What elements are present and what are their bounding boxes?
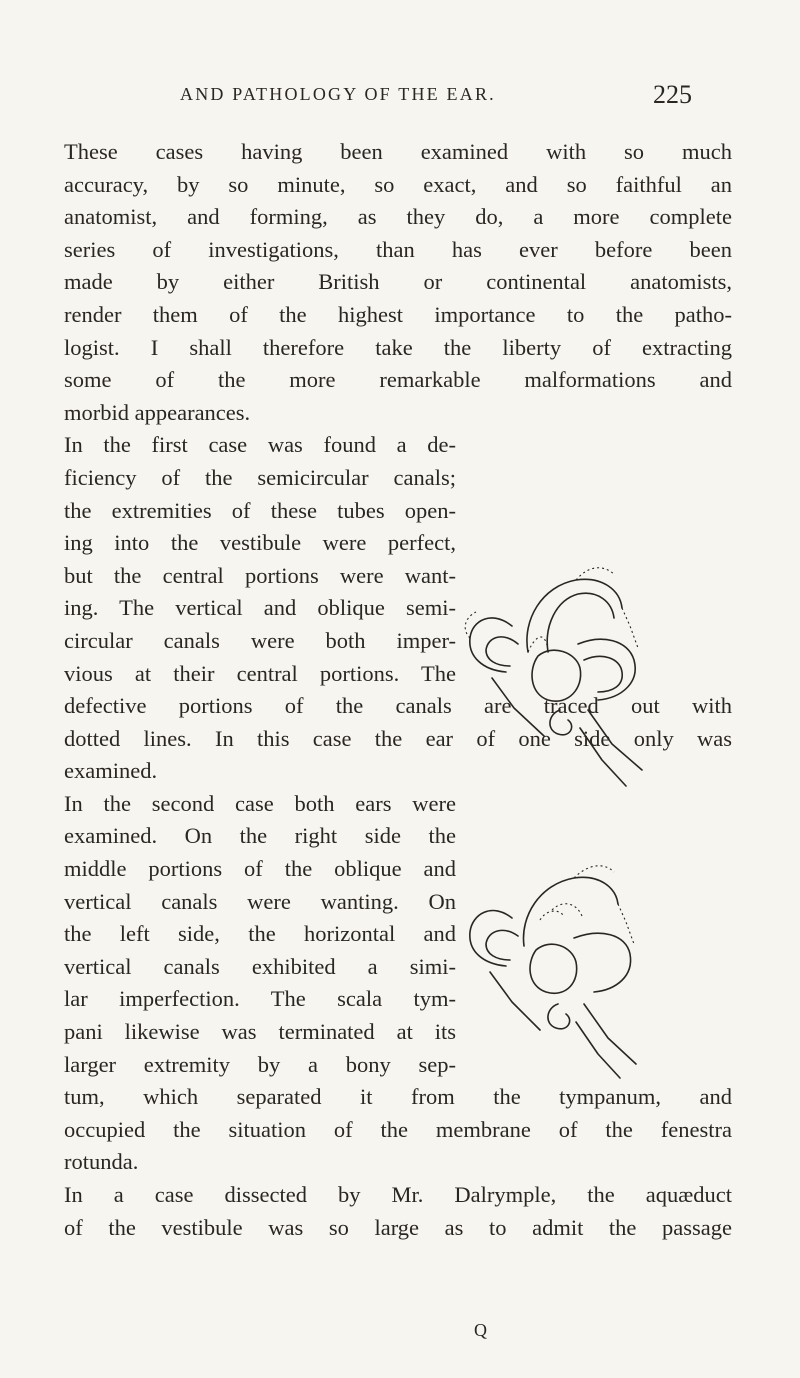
vestibule-outline [532, 650, 581, 701]
text-line: ing into the vestibule were perfect, [64, 530, 456, 556]
text-line: In a case dissected by Mr. Dalrymple, the aquæduct [64, 1182, 732, 1207]
dotted-canal [540, 911, 564, 920]
canal-outline [527, 579, 622, 652]
canal-stem [576, 1022, 620, 1078]
text-line: larger extremity by a bony sep- [64, 1051, 456, 1077]
cochlea-outline [548, 1004, 570, 1029]
paragraph-4 [64, 1179, 732, 1244]
text-line: of the vestibule was so large as to admit the passage [64, 1214, 732, 1240]
page-header [0, 80, 800, 114]
text-line: examined. On the right side the [64, 823, 456, 849]
dotted-canal [574, 866, 614, 878]
cochlea-outline [550, 710, 572, 735]
text-line: ficiency of the semicircular canals; [64, 464, 456, 490]
text-line: some of the more remarkable malformations and [64, 367, 732, 393]
canal-stem [584, 1004, 636, 1064]
text-line: logist. I shall therefore take the liberty of extracting [64, 334, 732, 360]
text-line: middle portions of the oblique and [64, 856, 456, 882]
dotted-canal [552, 904, 582, 916]
semicircular-canals-figure-1 [452, 560, 648, 788]
text-line: These cases having been examined with so much [64, 139, 732, 164]
text-line: ing. The vertical and oblique semi- [64, 595, 456, 621]
text-line: vertical canals were wanting. On [64, 888, 456, 914]
text-line: vious at their central portions. The [64, 660, 456, 686]
canal-outline [470, 618, 512, 672]
text-line: made by either British or continental anatomists, [64, 269, 732, 295]
dotted-canal [622, 608, 638, 648]
text-line: anatomist, and forming, as they do, a more complete [64, 204, 732, 230]
text-line: examined. [64, 758, 158, 784]
canal-stem [580, 728, 626, 786]
canal-outline [486, 930, 518, 960]
text-line: tum, which separated it from the tympanum, and [64, 1084, 732, 1110]
text-line: pani likewise was terminated at its [64, 1019, 456, 1045]
text-line: but the central portions were want- [64, 562, 456, 588]
text-line: render them of the highest importance to the patho- [64, 301, 732, 327]
text-line: morbid appearances. [64, 399, 251, 425]
text-line: vertical canals exhibited a simi- [64, 953, 456, 979]
signature-mark: Q [474, 1320, 487, 1340]
text-line: the left side, the horizontal and [64, 921, 456, 947]
canal-outline [470, 911, 512, 966]
dotted-canal [618, 904, 634, 944]
canal-stem [588, 710, 642, 770]
text-line: rotunda. [64, 1149, 139, 1175]
text-line: defective portions of the canals are traced out with [64, 693, 732, 719]
text-line: occupied the situation of the membrane of the fenestra [64, 1116, 732, 1142]
canal-stem [492, 678, 544, 736]
canal-outline [486, 637, 518, 666]
vestibule-outline [530, 944, 577, 993]
running-head: AND PATHOLOGY OF THE EAR. [180, 84, 496, 104]
dotted-canal [528, 637, 548, 652]
semicircular-canals-figure-2 [454, 860, 644, 1082]
text-line: accuracy, by so minute, so exact, and so faithful an [64, 171, 732, 197]
text-line: lar imperfection. The scala tym- [64, 986, 456, 1012]
text-line: In the first case was found a de- [64, 432, 456, 458]
text-line: dotted lines. In this case the ear of one side only was [64, 725, 732, 751]
canal-outline [574, 933, 631, 992]
text-line: series of investigations, than has ever before been [64, 236, 732, 262]
canal-outline [584, 656, 622, 692]
paragraph-1 [64, 136, 732, 429]
text-line: circular canals were both imper- [64, 627, 456, 653]
canal-outline [523, 877, 618, 946]
text-line: the extremities of these tubes open- [64, 497, 456, 523]
dotted-canal [576, 568, 614, 580]
page-number: 225 [653, 80, 692, 109]
text-line: In the second case both ears were [64, 790, 456, 816]
